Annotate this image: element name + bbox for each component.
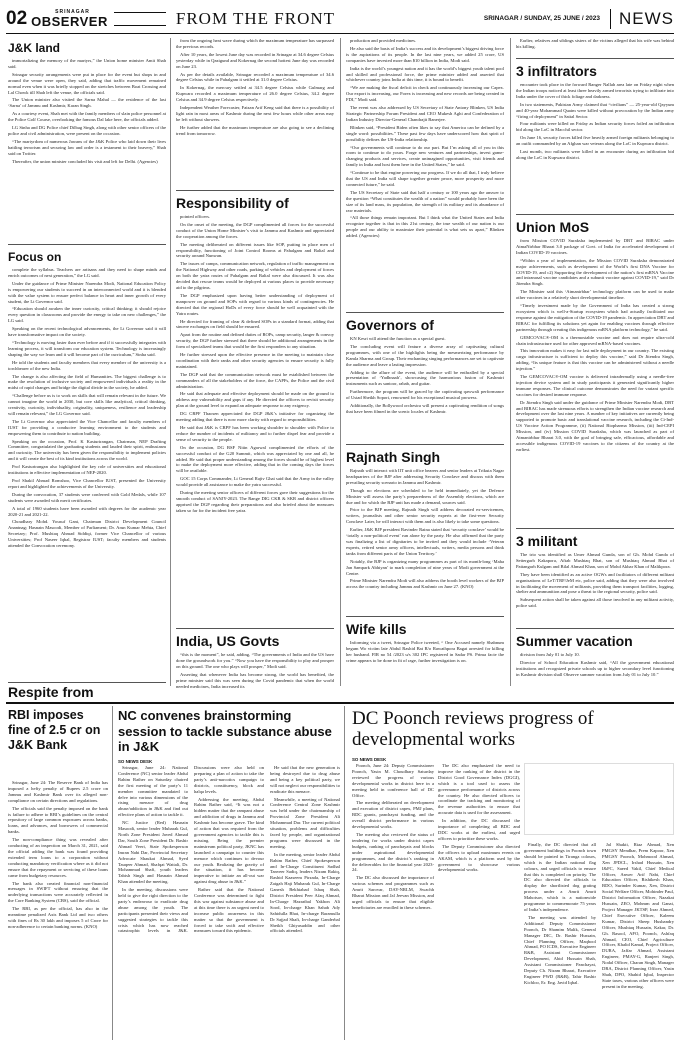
- headline: J&K land: [8, 41, 61, 55]
- paragraph: division from July 01 to July 10.: [520, 652, 580, 657]
- headline: 3 infiltrators: [516, 63, 597, 79]
- paragraph: He also said the basis of India’s success and its development’s biggest driving force is the aspirations of its people. In the last nine years, we added 25 crore, US companies have invested more than $10 billion in India, Modi said.: [346, 45, 504, 63]
- article-divider: [516, 628, 674, 629]
- article-dc-poonch-col3: [524, 842, 596, 1039]
- paragraph: production and provided medicines.: [350, 38, 417, 43]
- paragraph: Srinagar security arrangements were put in place for the event but shops in and around the venue were open, they said, adding that traffic movement remained normal even when it was briefly stopped on the stretches between Boat Crossing and Lal Chowk till Shah left the venue, the officials said.: [8, 71, 166, 95]
- headline: Union MoS: [516, 219, 590, 235]
- paragraph: Jal Shakti, Riaz Ahmad, Xen PMGSY Mendhar, Prem Kapoor, Xen PMGSY Poonch, Mohmood Ahmad, Xen JPDCL, Irshad Hussain, Xen I&FC, Saeed Vakil, Chief Medical Officer, Anwer Arif Nabi, Chief Education Officer, Rishikesh Khan, BDO, Surinder Kumar, Xen, District Social Welfare Officer, Mohinder Paul, District Information Officer, Nazakat Hussain, ZEO, Mohmm and Ganai, Project Manager JKTSP, Irrar Ahmed, Chief Executive Officer, Kaleem Kumar, District Sheep Husbandry Officer, Mushtaq Hussain, Kakar, Dr. Gh. Rasool, AFO, Poonch, Ashfaq Ahmad, CEO, Chief Agriculture Officer, Khalid Kamal, Project Officer, DURA, Jaffar Ahmad, Assistant Engineer, PMAY-G, Ranjeet Singh, Nodal Officer, Charan Singh, Manager DRA, District Planning Officer, Yasin Shah, DPO, Shahid Iqbal, Inspector State taxes, various other officers were present in the meeting.: [602, 842, 674, 989]
- paragraph: Rajnath will interact with IIT unit office bearers and senior leaders at Trikuta Nagar headquarters of the BJP after addressing Security Conclave and discuss with them prevailing security scenario in Jammu and Kashmir.: [346, 468, 504, 485]
- rbi-headline: RBI imposes fine of 2.5 cr on J&K Bank: [8, 708, 101, 752]
- paragraph: On the onset of the meeting, the DGP complimented all forces for the successful conduct of the Union Home Minister’s visit to Jammu and Kashmir and appreciated the cooperation among the forces.: [176, 221, 334, 239]
- decorative-rule: [114, 12, 166, 26]
- paragraph: Speaking on the occasion, Prof. K Kasturirangan, Chairman, NEP Drafting Committee, congratulated the graduating students and lauded their spirit, enthusiasm and curiosity. The university has been given the responsibility to implement policies and it will create the best of its kind institutions across the world.: [8, 438, 166, 462]
- paragraph: The GEMCOVAC®-OM vaccine is delivered intradermally using a needle-free injection device system and in study participants it generated significantly higher immune responses. The clinical outcome demonstrates the need for variant specific vaccines for desired immune response.: [516, 374, 674, 397]
- article-summer-vacation: [516, 630, 674, 686]
- paragraph: As a courtesy event, Shah met with the family members of slain police personnel at the Police Golf Course, overlooking the famous Dal lake here, the officials added.: [8, 111, 166, 123]
- paragraph: The meeting also reviewed the status of tendering for works under district capex budgets, ranking of panchayats and blocks under aspirational developmental programmes, and the district’s ranking in the deliverables for the financial year 2023-24.: [352, 831, 434, 873]
- paragraph: On the occasion, DG BSF Nitin Agarwal complimented the efforts of the successful conduct of the G20 Summit, which was appreciated by one and all, he added. He said that proper understanding among the forces should be of highest level to make the deployment more effective, adding that in the coming days the forces will be available.: [176, 444, 334, 474]
- paragraph: The change is also affecting the field of Humanities. The biggest challenge is to make the resolution of inclusive society and empowered individuals a reality in the midst of rapid changes and bridge the digital divide in the society, he added.: [8, 373, 166, 391]
- paragraph: They have been identified as an active OGWs and facilitators of different militant organisations of LeT/TRF/JeM etc, police said, adding that they were also involved in facilitating the movement of militants, providing them transport facilities, logging, shelter and ammunition and pose a threat to the regional security, police said.: [516, 571, 674, 595]
- article-respite-continued: [176, 38, 334, 186]
- paragraph: from the ongoing heat wave during which the maximum temperature has surpassed the previous records.: [176, 38, 334, 49]
- paragraph: Addressing the meeting, Abdul Rahim Rather said, “It was not a hidden matter that the rampant abuse and addiction of drugs in Jammu and Kashmir has become grave. The kind of action that was required from the government agencies to tackle this is missing. Being the premier mainstream political party, JKNC has launched a campaign to counter this menace which continues to devour our youth. Realizing the gravity of the situation, it has become imperative to initiate an all-out war against drug abuse in J&K.”: [194, 796, 264, 885]
- section-label: NEWS: [610, 9, 674, 29]
- paragraph: “this is the moment”, he said, adding, “The governments of India and the US have done the groundwork for you.” “Now you have the responsibility to play and prosper on this ground. The one who plays will prosper,” Modi said.: [176, 652, 334, 669]
- article-focus-on: [8, 247, 166, 682]
- paragraph: In addition, the DC discussed the importance of completing all BDC and DDC works at the earliest, and urged officers to prioritize these works.: [438, 818, 520, 841]
- paragraph: Last month, two militants were killed in an encounter during an infiltration bid along the LoC in Kupwara district.: [516, 149, 674, 160]
- paragraph: Adding to the allure of the event, the audience will be enthralled by a special presentation of ‘Yadhnaah’, showcasing the harmonious fusion of Kashmiri instruments such as santoor, rabab, and guitar.: [346, 369, 504, 387]
- photo-placeholder: [524, 763, 674, 835]
- headline: Wife kills: [346, 621, 407, 637]
- paragraph: In the meeting, senior leader Abdul Rahim Rather, Chief Spokesperson and In-Charge Constituent Sadhal Tanveer Sadiq, leaders Nizam Rakiq, Rashid Kaaseem Pirzada, In-Charge Zaigah Haji Mubarak Gul, In-Charge Ganesh Bekhiabad Ishaq Shah, District President Peer Afaq Ahmad, In-Charge Hazratbal Yakhon Ali Sood, In-charge Khan Sahab Ady Sahidulla Bhat, In-charge Baramulla Dr Sajjad Shafi, In-charge Ganderbal Sheikh Ghiyasuddin and other officials attended.: [270, 851, 340, 934]
- paragraph: immortalizing the memory of the martyrs,” the Union home minister Amit Shah said.: [8, 58, 166, 69]
- paragraph: Independent Weather Forecaster, Faizan Arif Keng said that there is a possibility of light rain in most areas of Kashmir during the next few hours while other areas may be left without showers.: [176, 105, 334, 122]
- headline: Focus on: [8, 250, 62, 264]
- paragraph: Dr Jitendra Singh said under the guidance of Prime Minister Narendra Modi, DBT and BIRAC has made strenuous efforts to strengthen the Indian vaccine research and development over the last nine years. A number of key initiatives are currently being supported to promote basic and translational vaccine research, including the Ci-Ind-US Vaccine Action Programme, (ii) National Biopharma Mission, (iii) Ind-CEPI Mission, and (iv) Mission COVID Suraksha, which was launched as part of Atmanirbhar Bharat 3.0, with the goal of bringing safe, efficacious, affordable and accessible indigenous COVID-19 vaccines to the citizens of the country at the earliest.: [516, 399, 674, 452]
- dateline: SRINAGAR / SUNDAY, 25 JUNE / 2023: [483, 15, 600, 22]
- article-union-mos: [516, 216, 674, 526]
- paragraph: Notably, the BJP is organizing many programmes as part of its month-long ‘Maha Jan Sampark Abhiyan’ to mark completion of nine years of Modi government at the Centre.: [346, 558, 504, 576]
- paragraph: GOC 15 Corps Commander, Lt General Rajiv Ghai said that the Army in the valley would provide all assistance to make the yatra successful.: [176, 476, 334, 488]
- article-divider: [176, 628, 334, 629]
- paragraph: The DGP said that the communication network must be established between the commanders of all the stakeholders of the force, the CAPFs, the Police and the civil administration.: [176, 371, 334, 389]
- paragraph: The DC also emphasized the need to improve the ranking of the district in the District Good Governance Index (DGGI), which is a tool used to assess the governance performance of districts across the country. He also directed officers to coordinate the tracking and monitoring of the revenue authorities to ensure that accurate data is used for the assessment.: [438, 763, 520, 816]
- paragraph: In the meeting, discussions were held to give the right direction to the party’s endeavour to eradicate drug abuse among the youth. The participants presented their views and suggested strategies to tackle this crisis which has now reached catastrophic levels in J&K. Discussions were also held on preparing a plan of action to take the party’s anti-narcotics campaign to districts, constituency, block and halqa levels.: [118, 765, 264, 934]
- article-divider: [346, 444, 504, 445]
- paragraph: Srinagar, June 24: The Reserve Bank of India has imposed a hefty penalty of Rupees 2.5 crore on Jammu and Kashmir Bank over its alleged non-compliance on certain directions and regulations.: [8, 780, 108, 803]
- paragraph: He directed for framing of clear & defined SOPs in a standard format, adding that sincere exchanges on field should be ensured.: [176, 318, 334, 330]
- paragraph: Thereafter, the union minister concluded his visit and left for Delhi. (Agencies): [12, 158, 158, 164]
- paragraph: “Challenge before us is to work on skills that will remain relevant in the future. We cannot imagine the world in 2030, but core skills like analytical, critical thinking, creativity, curiosity, individuality, originality, uniqueness, resilience and leadership will remain relevant,” the LG Governor said.: [8, 393, 166, 416]
- paragraph: The meeting was attended by Additional Deputy Commissioner Poonch, Dr Shamim Malik, General Manager DIC, Dr. Bashir Hussain, Chief Planning Officer, Maqbool Ahmad, PO ICDS, Executive Engineer R&B, Assistant Commissioner Development, Abid Hussain Shah, Assistant Commissioner Panchayat, Deputy Ch. Nizam Bharat, Executive Engineer PWD (R&B), Tahir Bashir Kichloo, Er. Eng. Javid Iqbal.: [524, 914, 596, 985]
- article-rbi: [8, 780, 108, 1038]
- headline: Responsibility of: [176, 195, 289, 211]
- paragraph: Prof Shakil Ahmad Romshoo, Vice Chancellor IUST, presented the University report and highlighted the achievements of the University.: [8, 478, 166, 489]
- paragraph: Rather said that the National Conference was determined to fight this war against substance abuse and at this time there is an urgent need to increase public awareness in this matter so that the government is forced to take swift and effective measures toward this epidemic.: [194, 887, 264, 934]
- paragraph: from Mission COVID Suraksha implemented by DBT and BIRAC under AtmaNirbhar Bharat 3.0 package of Govt. of India for accelerated development of Indian COVID-19 vaccines.: [516, 238, 674, 255]
- paragraph: “Within a year of implementation, the Mission COVID Suraksha demonstrated major achievements, such as development of the World’s first DNA Vaccine for COVID-19, and c2) Supporting the development of the nation’s first mRNA Vaccine and intranasal vaccine candidates and a subunit vaccine against COVID-19,” said Dr Jitendra Singh.: [516, 257, 674, 287]
- headline: Governors of: [346, 317, 434, 333]
- paragraph: The bank also created financial non-financial messages in SWIFT without ensuring that the underlying transactions were accurately reflected in the Core Banking System (CBS), said the official.: [8, 880, 108, 904]
- paragraph: The Lt Governor also appreciated the Vice Chancellor and faculty members of IUST for providing a conducive learning environment to the students and empowering them to contribute to nation building.: [8, 418, 166, 436]
- paragraph: The Union minister also visited the Sarna Mahal — the residence of the last ‘Sarna’ of Jammu and Kashmir, Karan Singh.: [8, 97, 166, 109]
- paragraph: The meeting deliberated on development and execution of district capex, PMJ plans, BDC grants, panchayat funding, and the overall district performance in various developmental works.: [352, 800, 434, 830]
- paragraph: Srinagar, June 24: National Conference (NC) senior leader Abdul Rahim Rather on Saturday chaired the first meeting of the party’s 11 member committee mandated to delve into various dimensions of the rising menace of drug abuse/addiction in J&K and find out effective plans of action to tackle it.: [118, 765, 188, 818]
- article-india-us-continued: [346, 38, 504, 310]
- newspaper-logo: [31, 10, 108, 28]
- paragraph: The US Secretary of State said that half a century or 100 years ago the answer to the question “What constitutes the wealth of a nation” would probably have been the size of its land mass, its population, the strength of its military and its abundance of raw materials.: [346, 189, 504, 213]
- paragraph: The Minister said this ‘Atmanirbhar’ technology platform can be used to make other vaccines in a relatively short developmental timeline.: [516, 289, 674, 301]
- article-divider: [516, 58, 674, 59]
- paragraph: DG CRPF Thaosen appreciated the DGP J&K’s initiative for organizing the meeting adding that there is now more clarity with regard to responsibilities.: [176, 411, 334, 423]
- paragraph: The Deputy Commissioner also directed the officers to upload maximum events on AKAM, which is a platform used by the government to showcase various developmental works.: [438, 843, 520, 873]
- article-dc-poonch-col2: [438, 763, 520, 1039]
- paragraph: “Technology is moving faster than ever before and if it successfully integrates with learning process, it will transform our education system. Technology is increasingly shaping the way we learn and it will become part of the curriculum,” Sinha said.: [8, 339, 166, 357]
- paragraph: Additionally, the Bollywood orchestra will present a captivating rendition of songs that have been filmed in the scenic locales of Kashmir.: [346, 403, 504, 414]
- paragraph: The DGP emphasized upon having better understanding of deployment of manpower on ground and SOPs with regard to various kinds of contingencies. He directed that the regional HoDs of every force should be well acquainted with the Yatra routes.: [176, 292, 334, 316]
- paragraph: “The martyrdom of numerous Jawans of the J&K Police who laid down their lives battling terrorism and securing law and order is a testament to their bravery,” Shah said on Twitter.: [8, 138, 166, 156]
- paragraph: The trio was identified as Umer Ahmad Gunda, son of Gh. Mohd Gunda of Settergarh Kakapora, Aftab Mushtaq Bhat, son of Mushtaq Ahmad Bhat of Pattangarh Kulgam and Bilal Ahmad Khan, son of Mohd Akbar Khan of Malikpora.: [516, 552, 674, 569]
- respite-headline: Respite from: [8, 684, 94, 700]
- paragraph: Asserting that whenever India has become strong, the world has benefited, the prime minister said this was seen during the Covid pandemic that when the world needed medicines, India increased its: [176, 671, 334, 689]
- paragraph: He further added that the maximum temperature are also going to see a declining trend from tomorrow.: [176, 124, 334, 136]
- article-3-militant: [516, 530, 674, 626]
- paragraph: “Education should awaken the inner curiosity, critical thinking; it should rejoice every question in classrooms and provide the energy to take on new challenges,” the LG said.: [8, 306, 166, 324]
- article-divider: [8, 244, 166, 245]
- paragraph: He further stressed upon the effective presence in the meeting to maintain close coordination with their ranks and other security agencies to ensure security is fully maintained.: [176, 352, 334, 369]
- paragraph: pointed officers.: [180, 214, 211, 219]
- paragraph: The RBI, as per the official, has also in the meantime penalized Axis Bank Ltd and two others with fines of Rs 30 lakh and imposes 5 of Crore for non-adherence to certain banking norms. (KNO): [8, 906, 108, 929]
- paragraph: The DC also discussed the importance of various schemes and programmes such as Amrit Sarovar, DAY-NRLM, Swachh Bharat Mission and Jal Jeevan Mission, and urged officials to ensure that eligible beneficiaries are enrolled in these schemes.: [352, 875, 434, 910]
- paragraph: Prior to the BJP meeting, Rajnath Singh will address decorated ex-servicemen, writers, journalists and other senior security experts at the first-ever Security Conclave Later, he will interact with them and is also likely to take some questions.: [346, 507, 504, 525]
- brand-name: OBSERVER: [31, 13, 108, 29]
- paragraph: “We are making the fiscal deficit in check and continuously increasing our Capex. Our export is increasing, our Forex is increasing and new records are being created in FDI,” Modi said.: [346, 85, 504, 103]
- paragraph: He said that J&K is CRPF has been working shoulder to shoulder with Police to reduce the number of incidents of militancy and to further dispel fear and provide a sense of security to the people.: [176, 425, 334, 442]
- paragraph: LG Sinha and DG Police chief Dilbag Singh, along with other senior officers of the police and civil administration, were present on the occasion.: [8, 125, 166, 136]
- paragraph: “Timely investment made by the Government of India has created a strong ecosystem which is well-a-Startup ecosystem which had actually facilitated our response against the mitigation of the COVID-19 pandemic. In appreciation DBT and BIRAC for fulfilling its solutions yet again for enabling vaccines through effective partnership through creating this indigenous mRNA platform technology,” he said.: [516, 303, 674, 332]
- paragraph: Apart from the routine and defined duties of ROPs, camp security, langer & convoy security, the DGP further stressed that there should be additional arrangements in the form of specialized teams that would be the first responders to any situation.: [176, 332, 334, 350]
- headline: 3 militant: [516, 533, 578, 549]
- paragraph: This innovation makes it easy for last mile deployment in our country. The existing cargo infrastructure is sufficient to deploy this vaccine,” said Dr Jitendra Singh, adding, “Its unique feature is that this vaccine can be administered without a needle injection.”: [516, 348, 674, 372]
- article-dc-poonch-col1: [352, 763, 434, 1039]
- section-divider: [6, 702, 674, 704]
- column-rule: [170, 38, 171, 686]
- page-number: 02: [6, 7, 28, 29]
- column-rule: [112, 706, 113, 1040]
- paragraph: On June 16, security forces killed five heavily armed foreign militants belonging to an outfit commanded by an Afghan war veteran along the LoC in Kupwara district.: [516, 135, 674, 147]
- article-india-us: [176, 630, 334, 689]
- paragraph: The officials said the penalty imposed on the bank is failure to adhere to RBI’s guidelines on the central repository of large common exposures across banks, loans, and advances, and borrowers of commercial banks.: [8, 805, 108, 835]
- column-rule: [344, 706, 345, 1040]
- paragraph: The meeting deliberated on different issues like SOP, putting in place men of responsibility, functioning of Joint Control Rooms at Pahalgam and Baltal and security around Nunwan.: [176, 241, 334, 259]
- article-governors: [346, 314, 504, 440]
- paragraph: Four militants were killed on Friday as Indian security forces foiled an infiltration bid along the LoC in Macchil sector.: [516, 121, 674, 133]
- article-3-infiltrators: [516, 60, 674, 212]
- headline: India, US Govts: [176, 633, 280, 649]
- paragraph: During the meeting senior officers of different forces gave their suggestions for the smooth conduct of SANJY-2023. The Range DIG CKR & SKR and district officers apprised the DGP regarding their preparations and also briefed about the measures taken so far for the incident free yatra.: [176, 490, 334, 513]
- paragraph: Director of School Education Kashmir said, “All the government educational institutions and recognized private schools up to higher secondary level functioning in Kashmir division shall Observe summer vacation from July 01 to July 10.”: [516, 659, 674, 677]
- paragraph: “Continue to be that engine powering our progress. If we do all that, I truly believe that the US and India will shape together greater peace, more prosperity and more connected future,” he said.: [346, 170, 504, 187]
- paragraph: Subsequent action shall be taken against all those involved in any militant activity, police said.: [516, 597, 674, 609]
- paragraph: complete the syllabus. Teachers are artisans and they need to shape minds and enrich outcomes of next generation,” the LG said.: [8, 267, 166, 278]
- article-divider: [8, 682, 166, 683]
- article-rajnath-singh: [346, 446, 504, 614]
- section-title: FROM THE FRONT: [175, 8, 336, 28]
- article-divider: [346, 616, 504, 617]
- paragraph: NC Justice (Red) Hasnain Masoodi, senior leader Mubarak Gul, North Zone President Javed Ahmad Dar, South Zone President Dr. Bashir Ahmad Veeri, State Spokesperson Imran Nabi Dar, Provincial Secretary Advocate Shaukat Ahmad, Syed Tauqeer Ahmad, Shafqat Wattali, Dr. Mohammad Shafi, youth leaders Tabish Singh and Hasnain Ahmad Khan attended the meeting.: [118, 820, 188, 885]
- paragraph: “Our governments will continue to do our part. But I’m asking all of you in this room to continue to do yours. Forge new ventures and partnerships, invest game-changing products and services, create unimagined opportunities, visit friends and family in India and host them here in the United States,” he said.: [346, 144, 504, 168]
- article-responsibility: [176, 192, 334, 626]
- paragraph: As per the details available, Srinagar recorded a maximum temperature of 34.6 degree Celsius while in Pahalgam it settled at 31.0 degree Celsius.: [176, 71, 334, 83]
- paragraph: Furthermore, the program will be graced by the captivating qawwali performance of Ustad Sheikh Sopori, renowned for his exceptional musical prowess.: [346, 389, 504, 401]
- article-nc: [118, 765, 340, 1039]
- paragraph: Prof Kasturirangan also highlighted the key role of universities and educational institutions in effective implementation of NEP-2020.: [8, 464, 166, 476]
- paragraph: Earlier, J&K BJP president Ravinder Raina stated that ‘security conclave’ would be ‘totally a non-political event’ run alone by the party. He also affirmed that the party was finalizing a list of dignitaries to be invited and they would include ‘Veteran experts, retired senior army officers, intellectuals, writers, media persons and think tanks from different parts of the Union Territory.’: [346, 527, 504, 556]
- paragraph: In two statements, Pakistan Army claimed that “civilians” — 25-year-old Qayyum and 40-year Mohammad Quaim were killed without provocation by the Indian army “firing of deployment” in Sattal Sector.: [516, 101, 674, 119]
- article-divider: [516, 528, 674, 529]
- article-dc-poonch-col4: [602, 842, 674, 1039]
- paragraph: He told the students and faculty members that every member of the university is a torchbearer of the new India.: [8, 359, 166, 371]
- article-divider: [176, 190, 334, 191]
- paragraph: Poonch, June 24: Deputy Commissioner Poonch, Yasin M. Choudhary Saturday reviewed the progress of various developmental works in district here in a meeting held in conference hall of DC Office.: [352, 763, 434, 798]
- paragraph: After 10 years, the lowest June day was recorded in Srinagar at 34.6 degree Celsius yesterday while in Qazigund and Kokernag the second hottest June day was recorded on June 23.: [176, 51, 334, 69]
- paragraph: Choudhary Mohd. Yousuf Gani, Chairman District Development Council Anantnag; Hasnain Masoodi, Member of Parliament; Dr. Arun Kumar Mehta, Chief Secretary; Prof. Mushtaq Ahmad Siddiqi, former Vice Chancellor of various Universities; Prof Naseer Iqbal, Registrar IUST; faculty members and students attended the Convocation ceremony.: [8, 519, 166, 549]
- paragraph: Speaking on the recent technological advancements, the Lt Governor said it will have transformative impact on the society.: [8, 326, 166, 338]
- paragraph: Finally, the DC directed that all government buildings in Poonch town should be painted in Tiranga colours, which is the Indian national flag colours, and urged officials to ensure that this is completed on priority. The DC also directed the officials to display the shortlisted dog grating process under a Amrit Amrit Mahotsav, which is a nationwide programme to commemorate 75 years of India’s independence.: [524, 842, 596, 912]
- headline: Summer vacation: [516, 633, 633, 649]
- paragraph: The issues of camps, communication network, regulation of traffic management on the National Highway and other roads, parking of vehicles and deployment of forces on both the yatra routes of Pahalgam and Baltal were also discussed. It was also decided that rescue teams would be deployed at various places to provide necessary aid to the pilgrims.: [176, 261, 334, 290]
- paragraph: The event was also addressed by US Secretary of State Antony Blinken, US India Strategic Partnership Forum President and CEO Mukesh Aghi and Confederation of Indian Industry Director-General Chandrajit Banerjee.: [346, 105, 504, 122]
- article-jk-land: [8, 38, 166, 164]
- dc-poonch-headline: DC Poonch reviews progress of developmental works: [352, 708, 594, 750]
- paragraph: KN Kesri will attend the function as a special guest.: [350, 336, 446, 341]
- paragraph: Meanwhile, a meeting of National Conference Central Zone Kashmir was held under the chairmanship of Provincial Zone President Ali Mohammad Dar. The current political situation, problems and difficulties faced by people, and organizational programs were discussed in the meeting.: [270, 796, 340, 849]
- paragraph: The concluding event will feature a diverse array of captivating cultural programmes, with one of the highlights being the mesmerizing performance by Kamla Sharma and Group. Their enchanting singing performances are set to captivate the audience and leave a lasting impression.: [346, 343, 504, 367]
- paragraph: Blinken said, “President Biden often likes to say that America can be defined by a single word: possibilities.” These past few days have underscored how that spirit of possibility defines the US-India relationship.: [346, 124, 504, 142]
- article-divider: [516, 214, 674, 215]
- paragraph: Prime Minister Narendra Modi will also address the booth level workers of the BJP across the country including Jammu and Kashmir on June 27. (KNO): [346, 578, 504, 590]
- paragraph: encounter took place in the forward Ranger Nallah area late on Friday night when the Indian troops noticed at least three heavily armed terrorists trying to infiltrate into India under the cover of thick foliage and darkness.: [516, 82, 674, 99]
- article-wife-kills-continued: [516, 38, 674, 56]
- article-wife-kills: [346, 618, 504, 686]
- paragraph: GEMCOVAC®-OM is a thermostable vaccine and does not require ultra-cold chain infrastructure used for other approved mRNA-based vaccines.: [516, 334, 674, 346]
- paragraph: Earlier, relatives and siblings sisters of the victims alleged that his wife was behind his killing.: [516, 38, 674, 49]
- headline: Rajnath Singh: [346, 449, 441, 465]
- article-divider: [346, 312, 504, 313]
- paragraph: Under the guidance of Prime Minister Narendra Modi, National Education Policy is empowering our students to succeed in an interconnected world and it is blended with the value system to ensure perfect balance in heart and inner growth of every student, the Lt Governor said.: [8, 280, 166, 304]
- brand-city: SRINAGAR: [55, 8, 90, 15]
- nc-byline: SO NEWS DESK: [118, 759, 153, 764]
- nc-headline: NC convenes brainstorming session to tackle substance abuse in J&K: [118, 708, 332, 754]
- paragraph: “All those things remain important. But I think what the United States and India recognize together is that in this 21st century, the true wealth of our nation is our people and our ability to maximize their potential is what sets us apart,” Blinken added. (Agencies): [346, 215, 504, 239]
- paragraph: Informing via a tweet, Srinagar Police tweeted, “ One Accused namely Shabnum begum Wo victim late Abdul Rashid Bat R/o Rawathpora Bagat arrested for killing her husband. FIR no 54 /2023 u/s 302 IPC registered in Sadar PS. Prima facie the crime appears to be done in fit of rage, further investigation is on.: [346, 640, 504, 663]
- paragraph: He said that the new generation is being destroyed due to drug abuse and being a key political party, we will not neglect our responsibilities to eradicate this menace.: [270, 765, 340, 794]
- paragraph: Though no elections are scheduled to be held immediately, yet the Defence Minister will assess the party’s preparedness of the Assembly elections, which are due and for which the BJP unit has made a demand, sources said.: [346, 487, 504, 505]
- paragraph: During the convocation, 37 students were conferred with Gold Medals, while 107 students were awarded with merit certificates.: [8, 491, 166, 503]
- paragraph: He said that adequate and effective deployment should be made on the ground to address any vulnerability and gaps if any. He directed the officers to revisit security plan at the ground level to expand an adequate response to any exigency.: [176, 391, 334, 409]
- masthead: [6, 4, 674, 34]
- paragraph: A total of 1960 students have been awarded with degrees for the academic year 2020-21 and 2021-22.: [8, 505, 166, 517]
- paragraph: In Kokernag, the mercury settled at 34.5 degree Celsius while Gulmarg and Kupwara recorded a maximum temperature of 26.0 degree Celsius, 34.2 degree Celsius and 34.9 degree Celsius respectively.: [176, 85, 334, 103]
- paragraph: The non-compliance thing was revealed after conducting of an inspection on March 31, 2021, said the official adding the bank was found providing extended term loans to a corporation without conducting mandatory verification where as it did not ensure that the repayment or servicing of these loans came from budgetary resources.: [8, 837, 108, 878]
- paragraph: India is the world’s youngest nation and it has the world’s biggest youth talent pool and skilled and professional force, the prime minister added and asserted that whichever country joins India at this time, it is bound to benefit.: [346, 65, 504, 83]
- column-rule: [340, 38, 341, 686]
- column-rule: [510, 38, 511, 686]
- dc-poonch-byline: SO NEWS DESK: [352, 757, 387, 762]
